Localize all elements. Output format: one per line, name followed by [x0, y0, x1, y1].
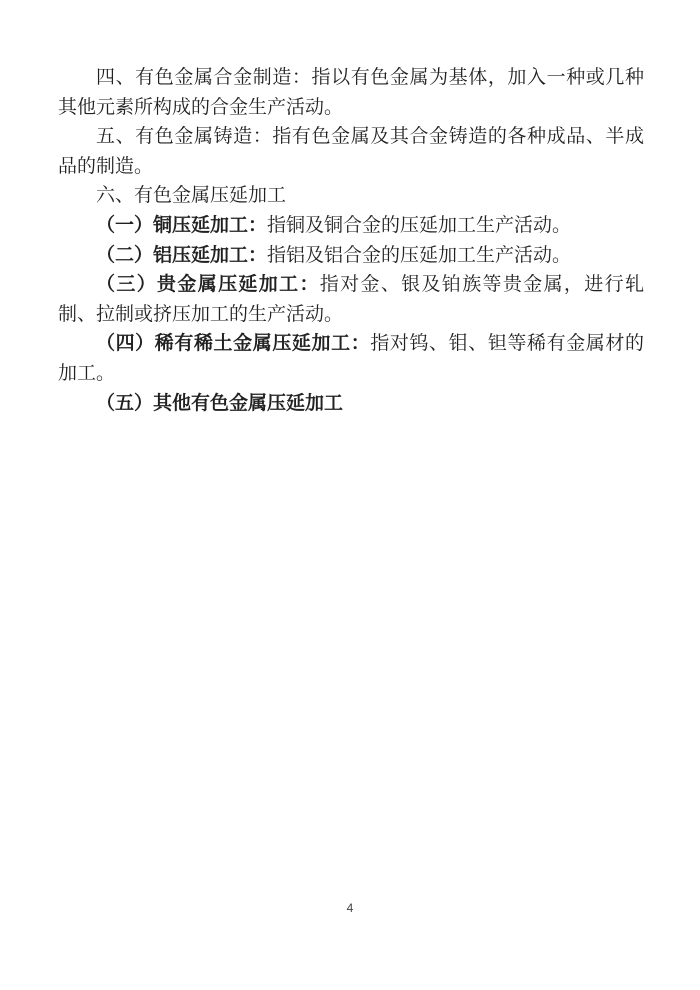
paragraph-subitem-5	[58, 389, 644, 419]
page-number: 4	[346, 901, 354, 915]
page-footer	[0, 900, 700, 916]
paragraph-lead: 六、有色金属压延加工	[96, 185, 287, 207]
paragraph-lead: （四）稀有稀土金属压延加工：	[96, 333, 371, 355]
paragraph-lead: （五）其他有色金属压延加工	[96, 392, 344, 414]
paragraph-lead: 四、有色金属合金制造：	[96, 67, 312, 88]
paragraph-subitem-4	[58, 329, 644, 388]
paragraph-item-5	[58, 122, 644, 181]
paragraph-subitem-2	[58, 241, 644, 271]
paragraph-lead: （三）贵金属压延加工：	[96, 274, 320, 296]
paragraph-body: 指对钨、钼、钽等稀有金属材的加工。	[58, 333, 644, 384]
paragraph-body: 指以有色金属为基体，加入一种或几种其他元素所构成的合金生产活动。	[58, 67, 644, 118]
paragraph-item-4	[58, 63, 644, 122]
paragraph-item-6	[58, 181, 644, 211]
paragraph-subitem-3	[58, 270, 644, 329]
paragraph-lead: 五、有色金属铸造：	[96, 126, 273, 148]
document-content	[58, 63, 644, 418]
paragraph-body: 指铝及铝合金的压延加工生产活动。	[267, 244, 572, 266]
paragraph-lead: （二）铝压延加工：	[96, 244, 268, 266]
paragraph-body: 指对金、银及铂族等贵金属，进行轧制、拉制或挤压加工的生产活动。	[58, 274, 644, 325]
paragraph-body: 指有色金属及其合金铸造的各种成品、半成品的制造。	[58, 126, 644, 177]
paragraph-subitem-1	[58, 211, 644, 241]
paragraph-body: 指铜及铜合金的压延加工生产活动。	[267, 214, 572, 236]
paragraph-lead: （一）铜压延加工：	[96, 214, 268, 236]
